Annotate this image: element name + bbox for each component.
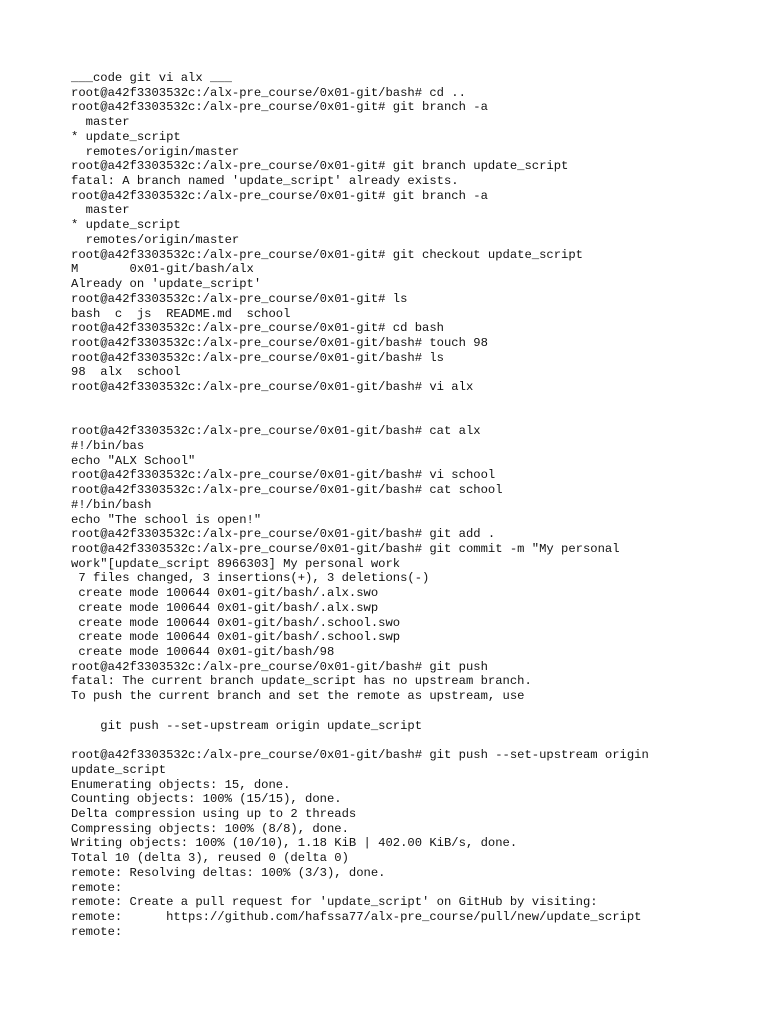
terminal-line: root@a42f3303532c:/alx-pre_course/0x01-git/bash# git add . — [71, 527, 496, 542]
terminal-line: Counting objects: 100% (15/15), done. — [71, 792, 342, 807]
terminal-line: root@a42f3303532c:/alx-pre_course/0x01-git# cd bash — [71, 321, 444, 336]
terminal-line: root@a42f3303532c:/alx-pre_course/0x01-git/bash# git commit -m "My personal — [71, 542, 620, 556]
terminal-line: * update_script — [71, 129, 181, 144]
terminal-line: root@a42f3303532c:/alx-pre_course/0x01-git/bash# vi school — [71, 468, 496, 483]
terminal-line: create mode 100644 0x01-git/bash/.alx.swo — [71, 586, 379, 601]
terminal-line: Writing objects: 100% (10/10), 1.18 KiB | 402.00 KiB/s, done. — [71, 836, 518, 851]
terminal-line — [71, 733, 751, 748]
terminal-line: echo "ALX School" — [71, 453, 196, 468]
terminal-line: work"[update_script 8966303] My personal work — [71, 556, 401, 571]
terminal-line: create mode 100644 0x01-git/bash/.school.swo — [71, 615, 401, 630]
terminal-line: M 0x01-git/bash/alx — [71, 262, 254, 277]
terminal-line: create mode 100644 0x01-git/bash/.school.swp — [71, 630, 401, 645]
terminal-line: Already on 'update_script' — [71, 277, 262, 292]
terminal-line: remotes/origin/master — [71, 144, 240, 159]
terminal-line: ___code git vi alx ___ — [71, 71, 232, 85]
terminal-line: create mode 100644 0x01-git/bash/98 — [71, 645, 335, 660]
terminal-line: root@a42f3303532c:/alx-pre_course/0x01-git# git branch update_script — [71, 159, 569, 174]
terminal-line: root@a42f3303532c:/alx-pre_course/0x01-git/bash# git push --set-upstream origin — [71, 748, 649, 763]
terminal-line: 7 files changed, 3 insertions(+), 3 deletions(-) — [71, 571, 430, 586]
terminal-line: #!/bin/bash — [71, 497, 152, 512]
terminal-line: 98 alx school — [71, 365, 181, 380]
terminal-line: root@a42f3303532c:/alx-pre_course/0x01-git# git checkout update_script — [71, 247, 583, 262]
terminal-line: master — [71, 115, 130, 130]
terminal-line — [71, 704, 751, 719]
terminal-line: Compressing objects: 100% (8/8), done. — [71, 821, 349, 836]
terminal-line: remote: — [71, 924, 123, 939]
terminal-line: bash c js README.md school — [71, 306, 291, 321]
terminal-transcript — [71, 71, 751, 939]
terminal-line: fatal: A branch named 'update_script' already exists. — [71, 174, 459, 189]
terminal-line: #!/bin/bas — [71, 438, 145, 453]
terminal-line: remote: Create a pull request for 'update_script' on GitHub by visiting: — [71, 895, 598, 910]
terminal-line: Total 10 (delta 3), reused 0 (delta 0) — [71, 851, 349, 866]
terminal-line: update_script — [71, 762, 167, 777]
terminal-line: create mode 100644 0x01-git/bash/.alx.swp — [71, 600, 379, 615]
terminal-line: To push the current branch and set the remote as upstream, use — [71, 689, 525, 704]
terminal-line: Enumerating objects: 15, done. — [71, 777, 291, 792]
terminal-line: root@a42f3303532c:/alx-pre_course/0x01-git# ls — [71, 291, 408, 306]
terminal-line: * update_script — [71, 218, 181, 233]
terminal-line: root@a42f3303532c:/alx-pre_course/0x01-git/bash# ls — [71, 350, 444, 365]
terminal-line: remote: — [71, 880, 123, 895]
terminal-line: root@a42f3303532c:/alx-pre_course/0x01-git# git branch -a — [71, 188, 488, 203]
terminal-line: root@a42f3303532c:/alx-pre_course/0x01-git/bash# touch 98 — [71, 335, 488, 350]
terminal-line: echo "The school is open!" — [71, 512, 262, 527]
terminal-line: Delta compression using up to 2 threads — [71, 806, 357, 821]
terminal-line — [71, 410, 751, 425]
terminal-line: root@a42f3303532c:/alx-pre_course/0x01-git/bash# cat school — [71, 483, 503, 498]
terminal-line: git push --set-upstream origin update_script — [71, 718, 423, 733]
terminal-line: master — [71, 203, 130, 218]
terminal-line: root@a42f3303532c:/alx-pre_course/0x01-git/bash# cd .. — [71, 85, 466, 100]
terminal-line: remotes/origin/master — [71, 232, 240, 247]
terminal-line: remote: https://github.com/hafssa77/alx-pre_course/pull/new/update_script — [71, 909, 642, 924]
terminal-line — [71, 395, 751, 410]
terminal-line: remote: Resolving deltas: 100% (3/3), done. — [71, 865, 386, 880]
terminal-line: fatal: The current branch update_script has no upstream branch. — [71, 674, 532, 689]
terminal-line: root@a42f3303532c:/alx-pre_course/0x01-git/bash# vi alx — [71, 380, 474, 395]
terminal-line: root@a42f3303532c:/alx-pre_course/0x01-git/bash# git push — [71, 659, 488, 674]
terminal-line: root@a42f3303532c:/alx-pre_course/0x01-git/bash# cat alx — [71, 424, 481, 439]
terminal-line: root@a42f3303532c:/alx-pre_course/0x01-git# git branch -a — [71, 100, 488, 115]
